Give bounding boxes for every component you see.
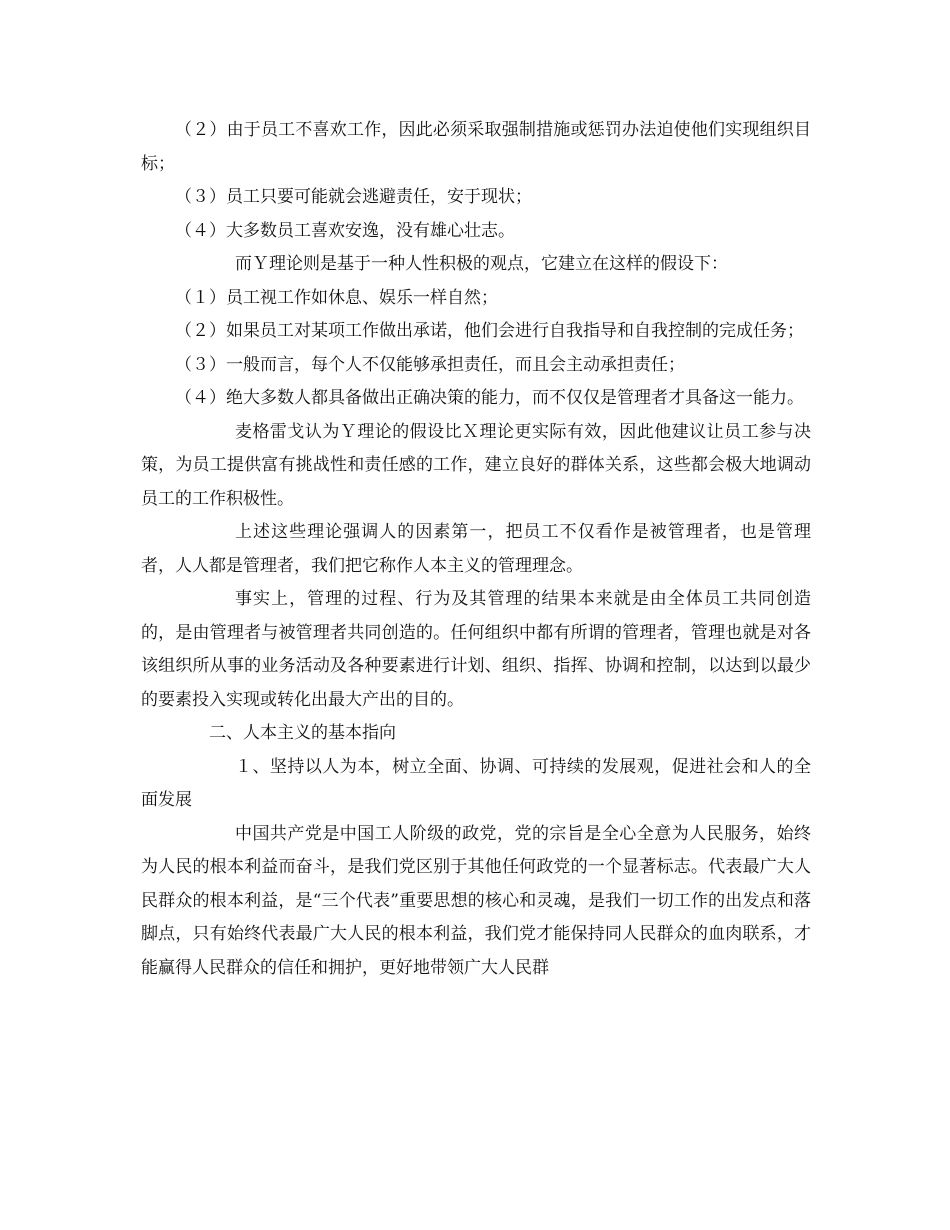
paragraph-mcgregor: 麦格雷戈认为Ｙ理论的假设比Ｘ理论更实际有效，因此他建议让员工参与决策，为员工提供富有挑战性和责任感的工作，建立良好的群体关系，这些都会极大地调动员工的工作积极性。: [141, 421, 811, 509]
paragraph-human-factor: 上述这些理论强调人的因素第一，把员工不仅看作是被管理者，也是管理者，人人都是管理者，我们把它称作人本主义的管理理念。: [141, 522, 811, 576]
paragraph-y-theory-4: （４）绝大多数人都具备做出正确决策的能力，而不仅仅是管理者才具备这一能力。: [175, 388, 804, 408]
paragraph-y-theory-intro: 而Ｙ理论则是基于一种人性积极的观点，它建立在这样的假设下：: [235, 254, 728, 274]
paragraph-x-theory-3: （３）员工只要可能就会逃避责任，安于现状；: [175, 187, 532, 207]
section-heading: 二、人本主义的基本指向: [209, 723, 396, 743]
paragraph-party: 中国共产党是中国工人阶级的政党，党的宗旨是全心全意为人民服务，始终为人民的根本利益而奋斗，是我们党区别于其他任何政党的一个显著标志。代表最广大人民群众的根本利益，是“三个代表”重要思想的核心和灵魂，是我们一切工作的出发点和落脚点，只有始终代表最广大人民的根本利益，我们党才能保持同人民群众的血肉联系，才能赢得人民群众的信任和拥护，更好地带领广大人民群: [141, 823, 811, 978]
paragraph-y-theory-1: （１）员工视工作如休息、娱乐一样自然；: [175, 287, 498, 308]
paragraph-x-theory-4: （４）大多数员工喜欢安逸，没有雄心壮志。: [175, 220, 515, 241]
paragraph-y-theory-2: （２）如果员工对某项工作做出承诺，他们会进行自我指导和自我控制的完成任务；: [175, 321, 804, 341]
paragraph-y-theory-3: （３）一般而言，每个人不仅能够承担责任，而且会主动承担责任；: [175, 354, 685, 375]
document-body: [141, 114, 811, 985]
subsection-heading: １、坚持以人为本，树立全面、协调、可持续的发展观，促进社会和人的全面发展: [141, 756, 811, 810]
paragraph-x-theory-2: （２）由于员工不喜欢工作，因此必须采取强制措施或惩罚办法迫使他们实现组织目标；: [141, 120, 811, 174]
paragraph-management-process: 事实上，管理的过程、行为及其管理的结果本来就是由全体员工共同创造的，是由管理者与被管理者共同创造的。任何组织中都有所谓的管理者，管理也就是对各该组织所从事的业务活动及各种要素进行计划、组织、指挥、协调和控制，以达到以最少的要素投入实现或转化出最大产出的目的。: [141, 589, 811, 710]
